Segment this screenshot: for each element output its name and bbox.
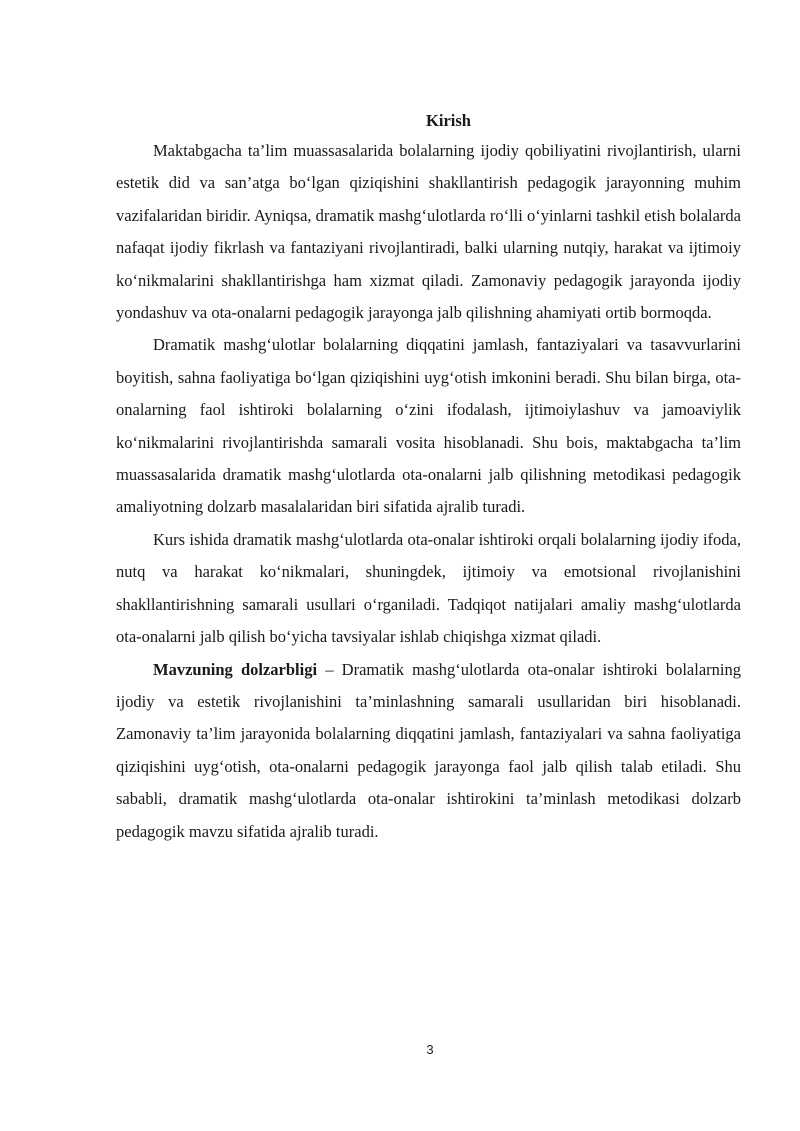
page-content bbox=[116, 108, 741, 848]
paragraph-dramatic-activities: Dramatik mashg‘ulotlar bolalarning diqqatini jamlash, fantaziyalari va tasavvurlarini boyitish, sahna faoliyatiga bo‘lgan qiziqishini uyg‘otish imkonini beradi. Shu bilan birga, ota-onalarning faol ishtiroki bolalarning o‘zini ifodalash, ijtimoiylashuv va jamoaviylik ko‘nikmalarini rivojlantirishda samarali vosita hisoblanadi. Shu bois, maktabgacha ta’lim muassasalarida dramatik mashg‘ulotlarda ota-onalarni jalb qilishning metodikasi pedagogik amaliyotning dolzarb masalalaridan biri sifatida ajralib turadi. bbox=[116, 335, 741, 517]
page-number: 3 bbox=[426, 1042, 434, 1057]
relevance-text: – Dramatik mashg‘ulotlarda ota-onalar ishtiroki bolalarning ijodiy va estetik rivojlanishini ta’minlashning samarali usullaridan biri hisoblanadi. Zamonaviy ta’lim jarayonida bolalarning diqqatini jamlash, fantaziyalari va sahna faoliyatiga qiziqishini uyg‘otish, ota-onalarni pedagogik jarayonga faol jalb qilish talab etiladi. Shu sababli, dramatik mashg‘ulotlarda ota-onalar ishtirokini ta’minlash metodikasi dolzarb pedagogik mavzu sifatida ajralib turadi. bbox=[116, 659, 741, 841]
section-title: Kirish bbox=[426, 111, 471, 130]
relevance-heading: Mavzuning dolzarbligi bbox=[153, 659, 318, 679]
paragraph-course-work: Kurs ishida dramatik mashg‘ulotlarda ota-onalar ishtiroki orqali bolalarning ijodiy ifoda, nutq va harakat ko‘nikmalari, shuningdek, ijtimoiy va emotsional rivojlanishini shakllantirishning samarali usullari o‘rganiladi. Tadqiqot natijalari amaliy mashg‘ulotlarda ota-onalarni jalb qilish bo‘yicha tavsiyalar ishlab chiqishga xizmat qiladi. bbox=[116, 529, 741, 647]
paragraph-intro: Maktabgacha ta’lim muassasalarida bolalarning ijodiy qobiliyatini rivojlantirish, ularni estetik did va san’atga bo‘lgan qiziqishini shakllantirish pedagogik jarayonning muhim vazifalaridan biridir. Ayniqsa, dramatik mashg‘ulotlarda ro‘lli o‘yinlarni tashkil etish bolalarda nafaqat ijodiy fikrlash va fantaziyani rivojlantiradi, balki ularning nutqiy, harakat va ijtimoiy ko‘nikmalarini shakllantirishga ham xizmat qiladi. Zamonaviy pedagogik jarayonda ijodiy yondashuv va ota-onalarni pedagogik jarayonga jalb qilishning ahamiyati ortib bormoqda. bbox=[116, 141, 741, 323]
paragraph-relevance bbox=[116, 654, 741, 848]
